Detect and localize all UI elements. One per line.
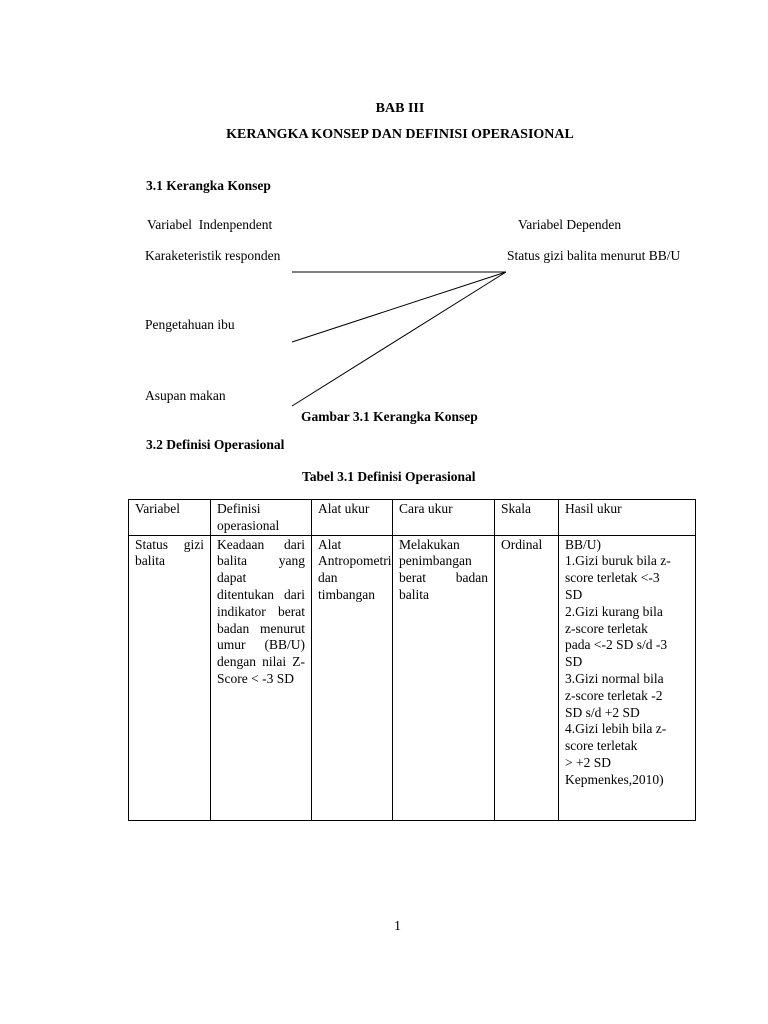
definisi-operasional-table: [128, 499, 696, 821]
connector-line-asupan: [292, 272, 506, 406]
cell-cara-ukur: Melakukan penimbangan berat badan balita: [393, 535, 495, 820]
dependent-variable-heading: Variabel Dependen: [518, 217, 622, 232]
cell-alat-ukur: Alat Antropometri dan timbangan: [312, 535, 393, 820]
independent-variable-pengetahuan: Pengetahuan ibu: [145, 317, 235, 332]
hasil-ukur-line: score terletak <-3: [565, 570, 660, 586]
header-cell-variabel: Variabel: [129, 500, 211, 536]
hasil-ukur-line: z-score terletak: [565, 620, 648, 636]
hasil-ukur-line: SD s/d +2 SD: [565, 704, 640, 720]
chapter-heading: BAB III: [375, 101, 425, 116]
section-heading-definisi-operasional: 3.2 Definisi Operasional: [146, 437, 285, 452]
hasil-ukur-line: z-score terletak -2: [565, 687, 663, 703]
chapter-title: KERANGKA KONSEP DAN DEFINISI OPERASIONAL: [226, 127, 574, 142]
connector-line-pengetahuan: [292, 272, 506, 342]
cell-definisi: Keadaan dari balita yang dapat ditentukan dari indikator berat badan menurut umur (BB/U) dengan nilai Z-Score < -3 SD: [211, 535, 312, 820]
header-cell-hasil-ukur: Hasil ukur: [559, 500, 696, 536]
header-cell-alat-ukur: Alat ukur: [312, 500, 393, 536]
dependent-variable-status-gizi: Status gizi balita menurut BB/U: [507, 248, 681, 263]
hasil-ukur-line: 3.Gizi normal bila: [565, 670, 664, 686]
table-row: [129, 535, 696, 820]
cell-variabel: Status gizi balita: [129, 535, 211, 820]
hasil-ukur-line: 1.Gizi buruk bila z-: [565, 553, 671, 569]
hasil-ukur-line: pada <-2 SD s/d -3: [565, 637, 668, 653]
table-header-row: [129, 500, 696, 536]
independent-variable-heading: Variabel Indenpendent: [147, 217, 273, 232]
hasil-ukur-line: Kepmenkes,2010): [565, 771, 664, 787]
header-cell-cara-ukur: Cara ukur: [393, 500, 495, 536]
header-cell-skala: Skala: [495, 500, 559, 536]
hasil-ukur-line: SD: [565, 586, 583, 602]
hasil-ukur-line: 2.Gizi kurang bila: [565, 603, 663, 619]
independent-variable-asupan: Asupan makan: [145, 388, 226, 403]
cell-hasil-ukur: [559, 535, 696, 820]
page-number: 1: [394, 919, 401, 934]
section-heading-kerangka-konsep: 3.1 Kerangka Konsep: [146, 178, 271, 193]
hasil-ukur-line: SD: [565, 654, 583, 670]
hasil-ukur-line: score terletak: [565, 738, 638, 754]
hasil-ukur-line: > +2 SD: [565, 754, 611, 770]
header-cell-definisi: Definisi operasional: [211, 500, 312, 536]
hasil-ukur-line: 4.Gizi lebih bila z-: [565, 721, 667, 737]
figure-caption: Gambar 3.1 Kerangka Konsep: [301, 409, 478, 424]
independent-variable-karakteristik: Karaketeristik responden: [145, 248, 281, 263]
hasil-ukur-line: BB/U): [565, 536, 602, 552]
cell-skala: Ordinal: [495, 535, 559, 820]
table-caption: Tabel 3.1 Definisi Operasional: [302, 469, 476, 484]
